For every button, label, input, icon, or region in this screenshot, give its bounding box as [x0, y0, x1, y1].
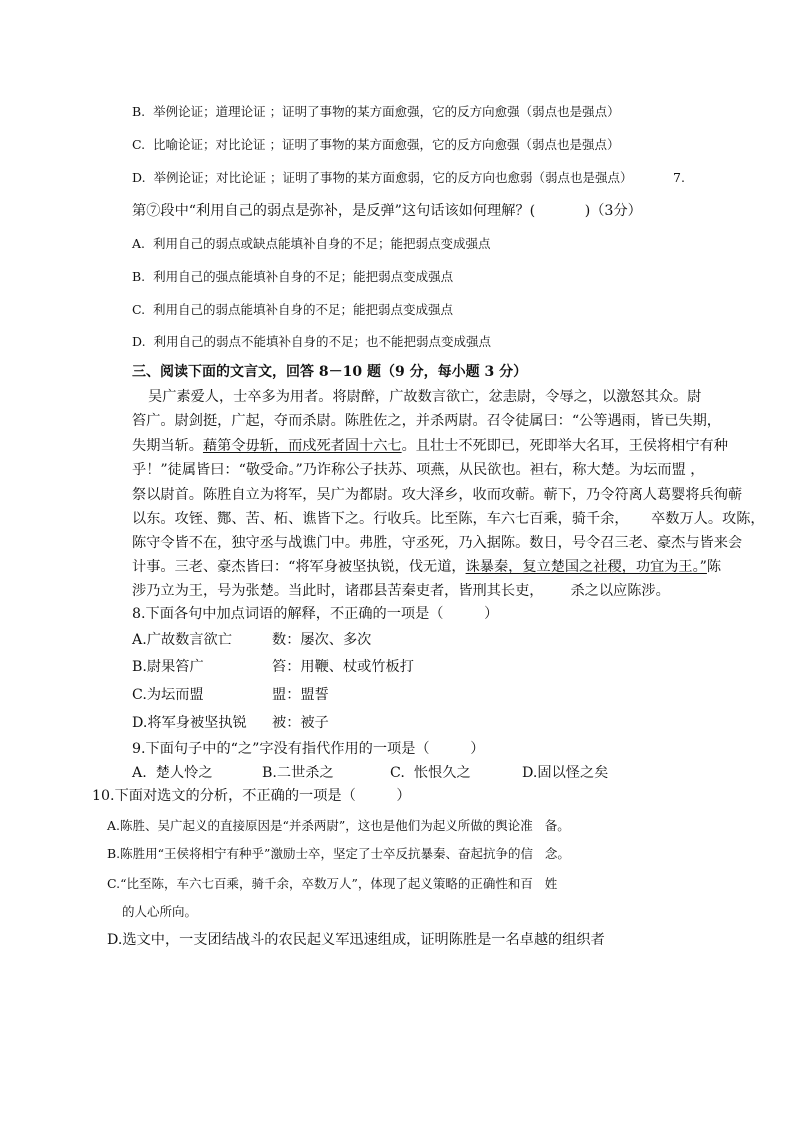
q7-option-c: C. 利用自己的弱点能填补自身的不足；能把弱点变成强点 [132, 302, 454, 317]
q7-number: 7. [673, 170, 685, 185]
passage-line-4: 乎！”徒属皆曰：“敬受命。”乃诈称公子扶苏、项燕，从民欲也。袒右，称大楚。为坛而盟 ， [132, 462, 705, 478]
underlined-sentence: 诛暴秦，复立楚国之社稷，功宜为王。” [465, 559, 707, 575]
q9-option-d: D.固以怪之矣 [522, 765, 609, 781]
underlined-sentence: 藉第令毋斩，而戍死者固十六七 [202, 438, 402, 454]
q8-stem: 8.下面各句中加点词语的解释，不正确的一项是（ ） [132, 606, 499, 622]
passage-line-3 [132, 436, 728, 456]
passage-line-8 [132, 557, 721, 577]
q10-option-b: B.陈胜用“王侯将相宁有种乎”激励士卒，坚定了士卒反抗暴秦、奋起抗争的信 念。 [107, 846, 570, 861]
passage-line-9: 涉乃立为王，号为张楚。当此时，诸郡县苦秦吏者，皆刑其长吏， 杀之以应陈涉。 [132, 583, 670, 599]
q8-option-b-sentence: B.尉果笞广 [132, 659, 204, 675]
q8-option-d-explanation: 被：被子 [272, 715, 329, 731]
q8-option-a-sentence: A.广故数言欲亡 [132, 632, 232, 648]
q7-option-b: B. 利用自己的强点能填补自身的不足；能把弱点变成强点 [132, 269, 454, 284]
q7-stem: 第⑦段中“利用自己的弱点是弥补，是反弹”这句话该如何理解？( )（3分） [132, 203, 642, 219]
passage-text: 。且壮士不死即已，死即举大名耳，王侯将相宁有种 [401, 438, 728, 454]
q8-option-a-explanation: 数：屡次、多次 [272, 632, 372, 648]
passage-line-2: 笞广。尉剑挺，广起，夺而杀尉。陈胜佐之，并杀两尉。召令徒属曰：“公等遇雨，皆已失期， [132, 413, 721, 429]
q6-option-c: C. 比喻论证；对比论证 ；证明了事物的某方面愈强，它的反方向愈强（弱点也是强点） [132, 137, 620, 152]
q7-option-d: D. 利用自己的弱点不能填补自身的不足；也不能把弱点变成强点 [132, 334, 491, 349]
q8-option-b-explanation: 笞：用鞭、杖或竹板打 [272, 659, 414, 675]
q6-option-b: B. 举例论证；道理论证 ；证明了事物的某方面愈强，它的反方向愈强（弱点也是强点） [132, 104, 620, 119]
passage-text: 计事。三老、豪杰皆曰：“将军身被坚执锐，伐无道， [132, 559, 466, 575]
q9-option-a: A. 楚人怜之 [132, 765, 213, 781]
q6-option-d: D. 举例论证；对比论证 ；证明了事物的某方面愈弱，它的反方向也愈弱（弱点也是强点） [132, 170, 633, 185]
q8-option-d-sentence: D.将军身被坚执锐 [132, 715, 247, 731]
q8-option-c-sentence: C.为坛而盟 [132, 687, 204, 703]
q10-stem: 10.下面对选文的分析，不正确的一项是（ ） [92, 788, 411, 804]
q8-option-c-explanation: 盟：盟誓 [272, 687, 329, 703]
passage-line-1: 吴广素爱人，士卒多为用者。将尉醉，广故数言欲亡，忿恚尉，令辱之，以激怒其众。尉 [148, 389, 702, 405]
q7-option-a: A. 利用自己的弱点或缺点能填补自身的不足；能把弱点变成强点 [132, 236, 491, 251]
q9-stem: 9.下面句子中的“之”字没有指代作用的一项是（ ） [132, 741, 485, 757]
q10-option-c: C.“比至陈，车六七百乘，骑千余，卒数万人”，体现了起义策略的正确性和百 姓 [107, 876, 558, 891]
q9-option-b: B.二世杀之 [262, 765, 334, 781]
q9-option-c: C. 怅恨久之 [390, 765, 471, 781]
passage-line-5: 祭以尉首。陈胜自立为将军，吴广为都尉。攻大泽乡，收而攻蕲。蕲下，乃令符离人葛婴将兵徇蕲 [132, 487, 743, 503]
passage-line-6: 以东。攻铚、酂、苦、柘、谯皆下之。行收兵。比至陈，车六七百乘，骑千余， 卒数万人。攻陈， [132, 511, 765, 527]
passage-text: 失期当斩。 [132, 438, 203, 454]
section-heading: 三、阅读下面的文言文，回答 8－10 题（9 分，每小题 3 分） [132, 364, 528, 380]
q10-option-a: A.陈胜、吴广起义的直接原因是“并杀两尉”，这也是他们为起义所做的舆论准 备。 [107, 818, 570, 833]
passage-line-7: 陈守令皆不在，独守丞与战谯门中。弗胜，守丞死，乃入据陈。数日，号令召三老、豪杰与皆来会 [132, 535, 743, 551]
q10-option-d: D.选文中，一支团结战斗的农民起义军迅速组成，证明陈胜是一名卓越的组织者 [107, 932, 605, 948]
passage-text: 陈 [706, 559, 722, 575]
q10-option-c-continued: 的人心所向。 [122, 904, 198, 919]
